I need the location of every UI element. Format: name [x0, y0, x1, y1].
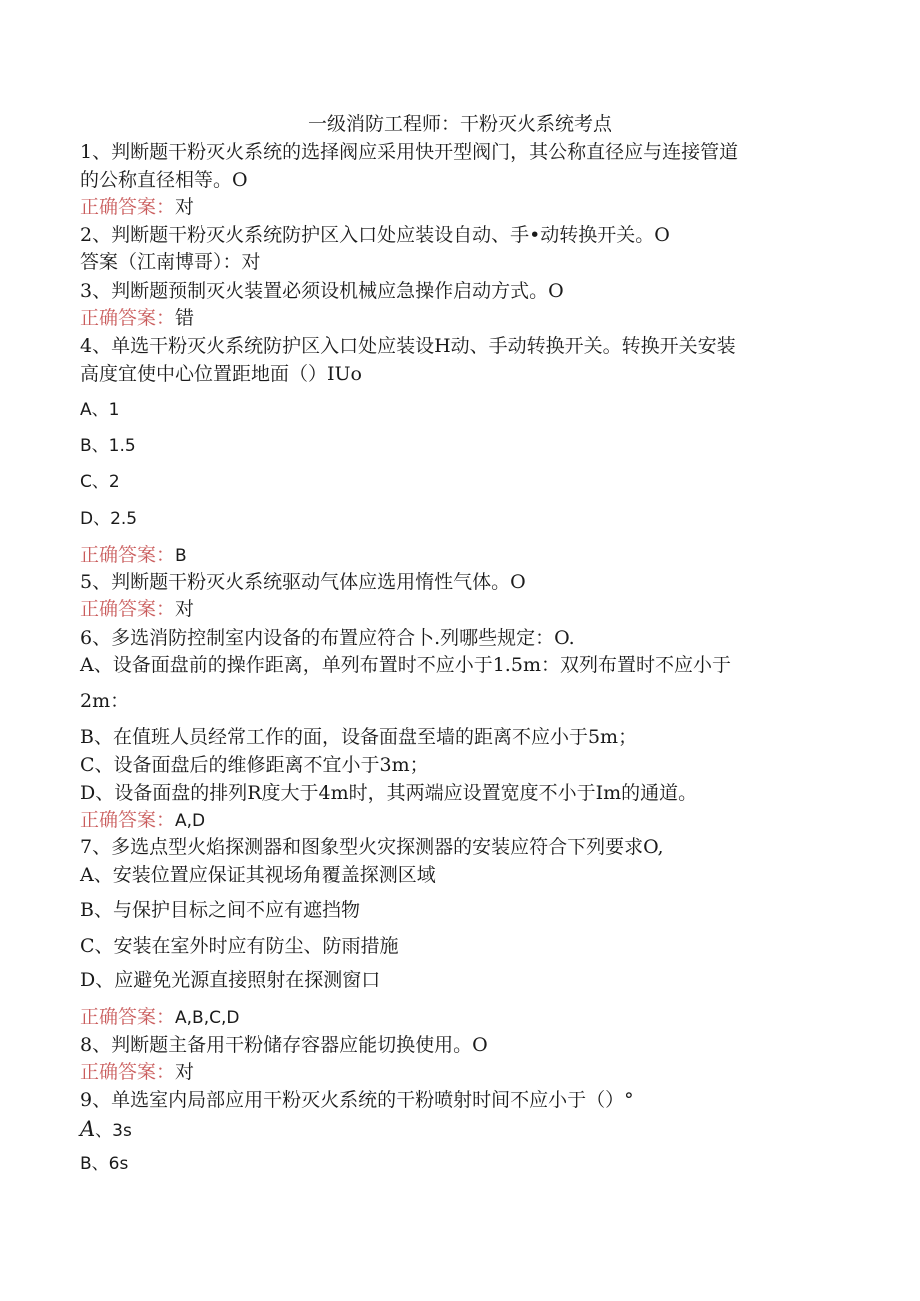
question-4-line-2: 高度宜使中心位置距地面（）IUo [80, 363, 362, 385]
question-6-option-c: C、设备面盘后的维修距离不宜小于3m； [80, 754, 429, 776]
question-1-answer [80, 195, 194, 219]
answer-value: A,D [175, 811, 206, 831]
question-3: 3、判断题预制灭火装置必须设机械应急操作启动方式。O [80, 280, 564, 302]
question-4-answer [80, 543, 187, 568]
document-title: 一级消防工程师：干粉灭火系统考点 [307, 113, 612, 135]
question-4-option-c: C、2 [80, 472, 120, 492]
option-letter: A [80, 1117, 96, 1141]
question-7-option-a: A、安装位置应保证其视场角覆盖探测区域 [80, 864, 436, 886]
question-2: 2、判断题干粉灭火系统防护区入口处应装设自动、手•动转换开关。O [80, 224, 670, 246]
question-5-answer [80, 597, 194, 621]
option-text: 、3s [95, 1121, 132, 1141]
answer-label: 正确答案： [80, 598, 176, 620]
question-6-option-b: B、在值班人员经常工作的面，设备面盘至墙的距离不应小于5m； [80, 726, 638, 748]
question-9-option-a [80, 1117, 132, 1143]
question-7: 7、多选点型火焰探测器和图象型火灾探测器的安装应符合下列要求O, [80, 836, 664, 858]
question-1-line-1: 1、判断题干粉灭火系统的选择阀应采用快开型阀门，其公称直径应与连接管道 [80, 141, 739, 163]
answer-label: 正确答案： [80, 809, 176, 831]
question-4-line-1: 4、单选干粉灭火系统防护区入口处应装设H动、手动转换开关。转换开关安装 [80, 335, 736, 357]
question-9: 9、单选室内局部应用干粉灭火系统的干粉喷射时间不应小于（）° [80, 1089, 634, 1111]
question-8-answer [80, 1060, 194, 1084]
answer-label: 正确答案： [80, 1061, 176, 1083]
question-7-answer [80, 1005, 239, 1030]
question-6-option-d: D、设备面盘的排列R度大于4m时，其两端应设置宽度不小于Im的通道。 [80, 782, 698, 804]
question-5: 5、判断题干粉灭火系统驱动气体应选用惰性气体。O [80, 571, 526, 593]
question-7-option-d: D、应避免光源直接照射在探测窗口 [80, 969, 381, 991]
question-4-option-d: D、2.5 [80, 509, 138, 529]
answer-value: A,B,C,D [175, 1008, 240, 1028]
answer-value: 对 [175, 196, 195, 218]
answer-label: 正确答案： [80, 196, 176, 218]
answer-label: 正确答案： [80, 544, 176, 566]
answer-value: 错 [175, 307, 195, 329]
question-1-line-2: 的公称直径相等。O [80, 169, 248, 191]
question-2-answer: 答案（江南博哥）：对 [80, 251, 261, 273]
answer-value: B [175, 546, 187, 566]
question-4-option-a: A、1 [80, 400, 120, 420]
answer-value: 对 [175, 1061, 195, 1083]
question-4-option-b: B、1.5 [80, 436, 136, 456]
answer-value: 对 [175, 598, 195, 620]
answer-label: 正确答案： [80, 1006, 176, 1028]
answer-label: 正确答案： [80, 307, 176, 329]
question-6-answer [80, 808, 205, 833]
question-9-option-b: B、6s [80, 1154, 129, 1174]
question-8: 8、判断题主备用干粉储存容器应能切换使用。O [80, 1034, 488, 1056]
question-6-option-a-line-1: A、设备面盘前的操作距离，单列布置时不应小于1.5m：双列布置时不应小于 [80, 654, 731, 676]
question-7-option-b: B、与保护目标之间不应有遮挡物 [80, 899, 360, 921]
question-7-option-c: C、安装在室外时应有防尘、防雨措施 [80, 935, 399, 957]
question-6: 6、多选消防控制室内设备的布置应符合卜.列哪些规定：O. [80, 627, 575, 649]
question-3-answer [80, 306, 194, 330]
question-6-option-a-line-2: 2m： [80, 690, 130, 712]
